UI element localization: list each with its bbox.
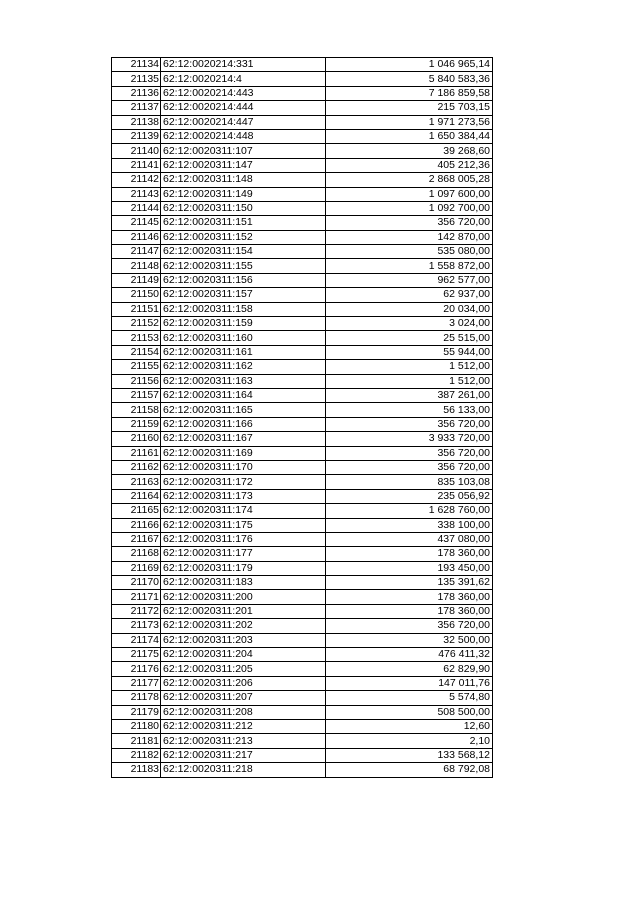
cadastral-value-cell: 356 720,00: [326, 619, 493, 633]
table-row: [112, 273, 493, 287]
table-row: [112, 245, 493, 259]
row-number-cell: 21153: [112, 331, 161, 345]
table-row: [112, 331, 493, 345]
row-number-cell: 21135: [112, 72, 161, 86]
table-row: [112, 259, 493, 273]
cadastral-number-cell: 62:12:0020311:200: [161, 590, 326, 604]
cadastral-number-cell: 62:12:0020311:201: [161, 604, 326, 618]
cadastral-number-cell: 62:12:0020311:173: [161, 489, 326, 503]
cadastral-number-cell: 62:12:0020311:148: [161, 173, 326, 187]
cadastral-value-cell: 437 080,00: [326, 532, 493, 546]
row-number-cell: 21159: [112, 417, 161, 431]
cadastral-value-cell: 3 933 720,00: [326, 432, 493, 446]
row-number-cell: 21161: [112, 446, 161, 460]
cadastral-number-cell: 62:12:0020214:4: [161, 72, 326, 86]
cadastral-number-cell: 62:12:0020311:175: [161, 518, 326, 532]
row-number-cell: 21177: [112, 676, 161, 690]
cadastral-number-cell: 62:12:0020311:149: [161, 187, 326, 201]
table-row: [112, 460, 493, 474]
cadastral-number-cell: 62:12:0020311:156: [161, 273, 326, 287]
table-row: [112, 633, 493, 647]
cadastral-number-cell: 62:12:0020311:160: [161, 331, 326, 345]
cadastral-value-cell: 135 391,62: [326, 576, 493, 590]
row-number-cell: 21139: [112, 129, 161, 143]
cadastral-number-cell: 62:12:0020311:172: [161, 475, 326, 489]
cadastral-value-cell: 1 092 700,00: [326, 201, 493, 215]
cadastral-value-cell: 338 100,00: [326, 518, 493, 532]
cadastral-number-cell: 62:12:0020311:207: [161, 691, 326, 705]
cadastral-number-cell: 62:12:0020311:164: [161, 388, 326, 402]
row-number-cell: 21150: [112, 288, 161, 302]
table-row: [112, 345, 493, 359]
cadastral-value-cell: 3 024,00: [326, 317, 493, 331]
table-row: [112, 187, 493, 201]
cadastral-value-cell: 1 512,00: [326, 360, 493, 374]
table-row: [112, 576, 493, 590]
row-number-cell: 21154: [112, 345, 161, 359]
cadastral-number-cell: 62:12:0020311:166: [161, 417, 326, 431]
cadastral-number-cell: 62:12:0020214:443: [161, 86, 326, 100]
row-number-cell: 21157: [112, 388, 161, 402]
cadastral-value-cell: 62 829,90: [326, 662, 493, 676]
table-row: [112, 604, 493, 618]
cadastral-number-cell: 62:12:0020311:202: [161, 619, 326, 633]
cadastral-number-cell: 62:12:0020311:177: [161, 547, 326, 561]
cadastral-value-cell: 178 360,00: [326, 604, 493, 618]
row-number-cell: 21136: [112, 86, 161, 100]
cadastral-number-cell: 62:12:0020311:218: [161, 763, 326, 777]
cadastral-value-cell: 387 261,00: [326, 388, 493, 402]
cadastral-number-cell: 62:12:0020311:147: [161, 158, 326, 172]
row-number-cell: 21173: [112, 619, 161, 633]
cadastral-number-cell: 62:12:0020311:167: [161, 432, 326, 446]
table-row: [112, 432, 493, 446]
table-row: [112, 129, 493, 143]
cadastral-number-cell: 62:12:0020311:150: [161, 201, 326, 215]
row-number-cell: 21165: [112, 504, 161, 518]
table-row: [112, 374, 493, 388]
cadastral-value-cell: 178 360,00: [326, 590, 493, 604]
table-row: [112, 72, 493, 86]
row-number-cell: 21172: [112, 604, 161, 618]
cadastral-value-cell: 25 515,00: [326, 331, 493, 345]
row-number-cell: 21180: [112, 719, 161, 733]
row-number-cell: 21155: [112, 360, 161, 374]
cadastral-number-cell: 62:12:0020311:154: [161, 245, 326, 259]
cadastral-number-cell: 62:12:0020311:208: [161, 705, 326, 719]
cadastral-number-cell: 62:12:0020311:212: [161, 719, 326, 733]
table-row: [112, 417, 493, 431]
cadastral-number-cell: 62:12:0020311:157: [161, 288, 326, 302]
table-row: [112, 561, 493, 575]
table-row: [112, 748, 493, 762]
cadastral-value-cell: 1 971 273,56: [326, 115, 493, 129]
row-number-cell: 21142: [112, 173, 161, 187]
row-number-cell: 21144: [112, 201, 161, 215]
row-number-cell: 21182: [112, 748, 161, 762]
table-row: [112, 144, 493, 158]
row-number-cell: 21152: [112, 317, 161, 331]
cadastral-value-cell: 356 720,00: [326, 460, 493, 474]
cadastral-value-table: [111, 57, 493, 778]
row-number-cell: 21167: [112, 532, 161, 546]
table-row: [112, 302, 493, 316]
cadastral-value-cell: 62 937,00: [326, 288, 493, 302]
row-number-cell: 21160: [112, 432, 161, 446]
cadastral-value-cell: 405 212,36: [326, 158, 493, 172]
cadastral-value-cell: 508 500,00: [326, 705, 493, 719]
table-row: [112, 547, 493, 561]
row-number-cell: 21145: [112, 216, 161, 230]
cadastral-value-cell: 20 034,00: [326, 302, 493, 316]
cadastral-number-cell: 62:12:0020311:174: [161, 504, 326, 518]
table-row: [112, 115, 493, 129]
cadastral-value-cell: 32 500,00: [326, 633, 493, 647]
cadastral-number-cell: 62:12:0020214:448: [161, 129, 326, 143]
table-row: [112, 101, 493, 115]
row-number-cell: 21151: [112, 302, 161, 316]
cadastral-value-cell: 193 450,00: [326, 561, 493, 575]
table-row: [112, 403, 493, 417]
row-number-cell: 21170: [112, 576, 161, 590]
cadastral-number-cell: 62:12:0020311:169: [161, 446, 326, 460]
cadastral-value-cell: 215 703,15: [326, 101, 493, 115]
table-row: [112, 504, 493, 518]
cadastral-number-cell: 62:12:0020311:161: [161, 345, 326, 359]
cadastral-value-cell: 962 577,00: [326, 273, 493, 287]
table-row: [112, 475, 493, 489]
cadastral-number-cell: 62:12:0020311:203: [161, 633, 326, 647]
row-number-cell: 21148: [112, 259, 161, 273]
cadastral-value-cell: 12,60: [326, 719, 493, 733]
table-row: [112, 719, 493, 733]
row-number-cell: 21171: [112, 590, 161, 604]
cadastral-number-cell: 62:12:0020311:151: [161, 216, 326, 230]
table-row: [112, 518, 493, 532]
cadastral-value-cell: 56 133,00: [326, 403, 493, 417]
cadastral-number-cell: 62:12:0020214:447: [161, 115, 326, 129]
row-number-cell: 21158: [112, 403, 161, 417]
cadastral-value-cell: 1 046 965,14: [326, 58, 493, 72]
cadastral-value-cell: 835 103,08: [326, 475, 493, 489]
table-row: [112, 619, 493, 633]
row-number-cell: 21176: [112, 662, 161, 676]
cadastral-value-cell: 1 097 600,00: [326, 187, 493, 201]
table-row: [112, 489, 493, 503]
cadastral-number-cell: 62:12:0020311:206: [161, 676, 326, 690]
row-number-cell: 21175: [112, 648, 161, 662]
cadastral-value-cell: 68 792,08: [326, 763, 493, 777]
cadastral-number-cell: 62:12:0020311:183: [161, 576, 326, 590]
row-number-cell: 21181: [112, 734, 161, 748]
cadastral-number-cell: 62:12:0020311:107: [161, 144, 326, 158]
cadastral-value-cell: 235 056,92: [326, 489, 493, 503]
cadastral-number-cell: 62:12:0020311:152: [161, 230, 326, 244]
cadastral-value-cell: 1 558 872,00: [326, 259, 493, 273]
row-number-cell: 21164: [112, 489, 161, 503]
cadastral-value-cell: 178 360,00: [326, 547, 493, 561]
row-number-cell: 21140: [112, 144, 161, 158]
table-row: [112, 288, 493, 302]
table-row: [112, 58, 493, 72]
cadastral-value-cell: 356 720,00: [326, 417, 493, 431]
row-number-cell: 21163: [112, 475, 161, 489]
cadastral-value-cell: 356 720,00: [326, 216, 493, 230]
cadastral-value-cell: 535 080,00: [326, 245, 493, 259]
cadastral-value-cell: 5 840 583,36: [326, 72, 493, 86]
row-number-cell: 21149: [112, 273, 161, 287]
row-number-cell: 21137: [112, 101, 161, 115]
table-row: [112, 676, 493, 690]
row-number-cell: 21143: [112, 187, 161, 201]
table-row: [112, 388, 493, 402]
table-row: [112, 691, 493, 705]
cadastral-number-cell: 62:12:0020311:162: [161, 360, 326, 374]
table-row: [112, 216, 493, 230]
table-row: [112, 317, 493, 331]
cadastral-number-cell: 62:12:0020311:165: [161, 403, 326, 417]
cadastral-number-cell: 62:12:0020311:179: [161, 561, 326, 575]
cadastral-value-cell: 2,10: [326, 734, 493, 748]
table-row: [112, 763, 493, 777]
row-number-cell: 21168: [112, 547, 161, 561]
table-row: [112, 201, 493, 215]
cadastral-number-cell: 62:12:0020311:204: [161, 648, 326, 662]
row-number-cell: 21146: [112, 230, 161, 244]
row-number-cell: 21138: [112, 115, 161, 129]
cadastral-number-cell: 62:12:0020311:213: [161, 734, 326, 748]
table-row: [112, 705, 493, 719]
cadastral-number-cell: 62:12:0020311:158: [161, 302, 326, 316]
cadastral-value-cell: 5 574,80: [326, 691, 493, 705]
row-number-cell: 21141: [112, 158, 161, 172]
row-number-cell: 21169: [112, 561, 161, 575]
table-row: [112, 446, 493, 460]
row-number-cell: 21147: [112, 245, 161, 259]
row-number-cell: 21178: [112, 691, 161, 705]
cadastral-number-cell: 62:12:0020311:205: [161, 662, 326, 676]
cadastral-number-cell: 62:12:0020311:155: [161, 259, 326, 273]
row-number-cell: 21156: [112, 374, 161, 388]
table-row: [112, 158, 493, 172]
row-number-cell: 21134: [112, 58, 161, 72]
table-row: [112, 173, 493, 187]
table-row: [112, 662, 493, 676]
table-row: [112, 648, 493, 662]
cadastral-value-cell: 142 870,00: [326, 230, 493, 244]
table-row: [112, 590, 493, 604]
table-body: [112, 58, 493, 778]
table-row: [112, 360, 493, 374]
row-number-cell: 21174: [112, 633, 161, 647]
cadastral-value-cell: 476 411,32: [326, 648, 493, 662]
cadastral-number-cell: 62:12:0020214:331: [161, 58, 326, 72]
row-number-cell: 21183: [112, 763, 161, 777]
cadastral-value-cell: 1 628 760,00: [326, 504, 493, 518]
cadastral-value-cell: 147 011,76: [326, 676, 493, 690]
row-number-cell: 21166: [112, 518, 161, 532]
table-row: [112, 86, 493, 100]
cadastral-value-cell: 356 720,00: [326, 446, 493, 460]
cadastral-number-cell: 62:12:0020311:170: [161, 460, 326, 474]
cadastral-value-cell: 39 268,60: [326, 144, 493, 158]
row-number-cell: 21179: [112, 705, 161, 719]
cadastral-number-cell: 62:12:0020311:176: [161, 532, 326, 546]
cadastral-number-cell: 62:12:0020311:163: [161, 374, 326, 388]
cadastral-value-cell: 1 512,00: [326, 374, 493, 388]
table-row: [112, 734, 493, 748]
table-row: [112, 230, 493, 244]
cadastral-value-cell: 2 868 005,28: [326, 173, 493, 187]
cadastral-value-cell: 55 944,00: [326, 345, 493, 359]
row-number-cell: 21162: [112, 460, 161, 474]
cadastral-number-cell: 62:12:0020214:444: [161, 101, 326, 115]
cadastral-value-cell: 7 186 859,58: [326, 86, 493, 100]
cadastral-value-cell: 1 650 384,44: [326, 129, 493, 143]
cadastral-number-cell: 62:12:0020311:217: [161, 748, 326, 762]
cadastral-number-cell: 62:12:0020311:159: [161, 317, 326, 331]
cadastral-value-cell: 133 568,12: [326, 748, 493, 762]
table-row: [112, 532, 493, 546]
